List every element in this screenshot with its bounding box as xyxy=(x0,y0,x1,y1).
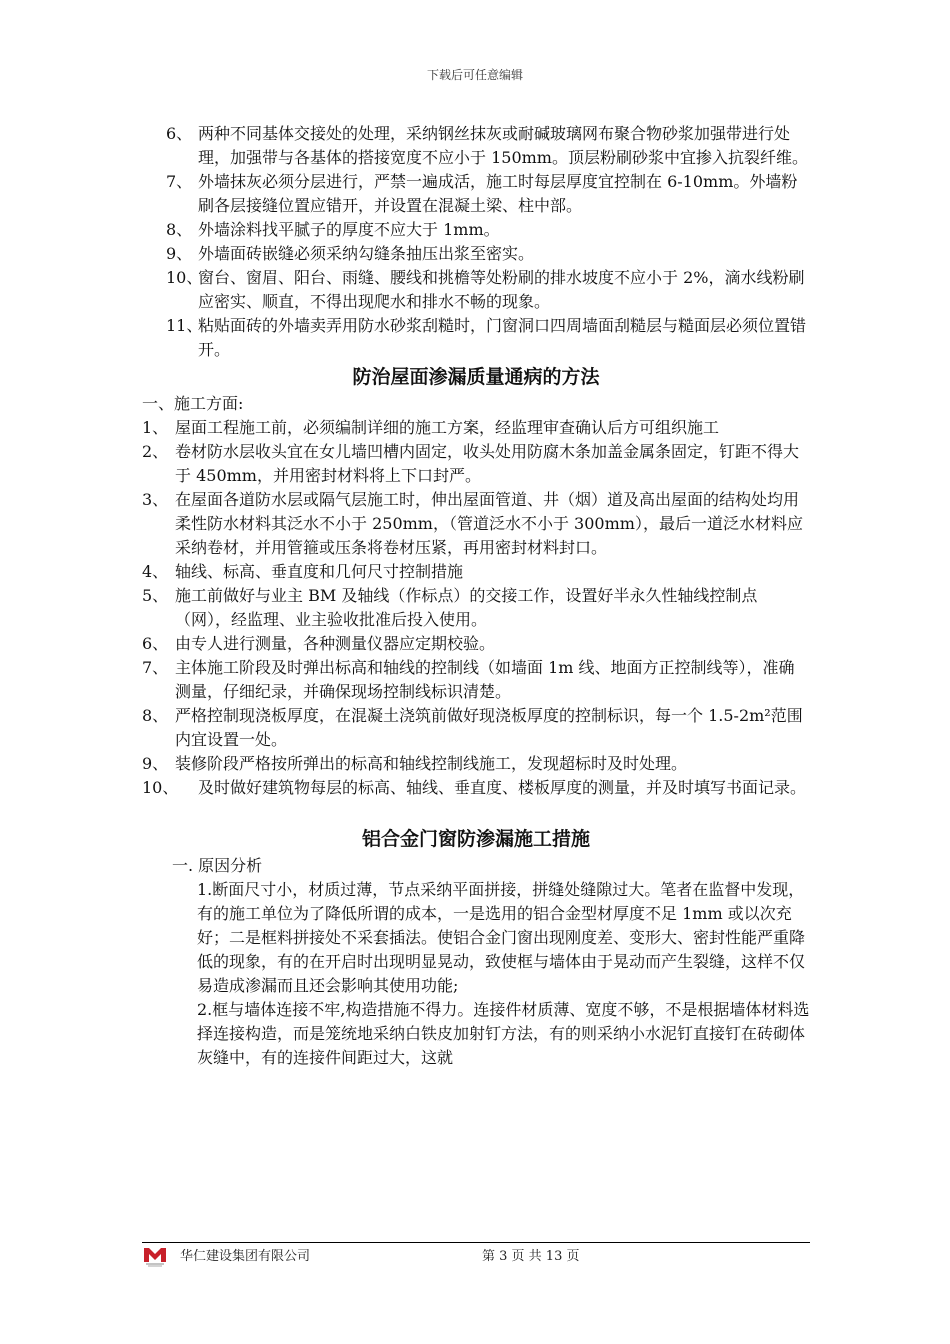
list-text: 粘贴面砖的外墙卖弄用防水砂浆刮糙时，门窗洞口四周墙面刮糙层与糙面层必须位置错开。 xyxy=(198,316,807,359)
page-footer xyxy=(142,1246,810,1268)
section-title-window: 铝合金门窗防渗漏施工措施 xyxy=(361,828,590,850)
list-item xyxy=(142,242,810,266)
list-number: 10、 xyxy=(166,268,203,287)
list-item xyxy=(142,656,810,704)
list-text: 屋面工程施工前，必须编制详细的施工方案，经监理审查确认后方可组织施工 xyxy=(175,418,720,437)
list-item xyxy=(142,440,810,488)
page-number: 第 3 页 共 13 页 xyxy=(482,1249,580,1264)
body-paragraph: 2.框与墙体连接不牢,构造措施不得力。连接件材质薄、宽度不够，不是根据墙体材料选择连接构造，而是笼统地采纳白铁皮加射钉方法，有的则采纳小水泥钉直接钉在砖砌体灰缝中，有的连接件间距过大，这就 xyxy=(197,1000,810,1067)
list-item xyxy=(142,488,810,560)
section-subhead: 一. 原因分析 xyxy=(172,856,263,875)
list-number: 10、 xyxy=(142,778,179,797)
list-number: 5、 xyxy=(142,586,169,605)
list-text: 装修阶段严格按所弹出的标高和轴线控制线施工，发现超标时及时处理。 xyxy=(175,754,688,773)
list-text: 及时做好建筑物每层的标高、轴线、垂直度、楼板厚度的测量，并及时填写书面记录。 xyxy=(198,778,807,797)
list-item xyxy=(142,752,810,776)
list-number: 9、 xyxy=(166,244,193,263)
list-text: 外墙面砖嵌缝必须采纳勾缝条抽压出浆至密实。 xyxy=(198,244,535,263)
list-number: 6、 xyxy=(166,124,193,143)
list-number: 7、 xyxy=(142,658,169,677)
list-text: 外墙涂料找平腻子的厚度不应大于 1mm。 xyxy=(198,220,500,239)
list-number: 6、 xyxy=(142,634,169,653)
company-name: 华仁建设集团有限公司 xyxy=(180,1249,311,1264)
list-item xyxy=(142,170,810,218)
list-number: 8、 xyxy=(166,220,193,239)
list-item xyxy=(142,266,810,314)
company-logo-icon xyxy=(142,1246,168,1268)
header-note: 下载后可任意编辑 xyxy=(426,68,523,82)
list-item xyxy=(142,218,810,242)
list-number: 9、 xyxy=(142,754,169,773)
list-item xyxy=(142,122,810,170)
list-text: 窗台、窗眉、阳台、雨缝、腰线和挑檐等处粉刷的排水坡度不应小于 2%，滴水线粉刷应密实、顺直，不得出现爬水和排水不畅的现象。 xyxy=(198,268,805,311)
list-number: 4、 xyxy=(142,562,169,581)
list-text: 主体施工阶段及时弹出标高和轴线的控制线（如墙面 1m 线、地面方正控制线等），准确测量，仔细纪录，并确保现场控制线标识清楚。 xyxy=(175,658,795,701)
list-text: 由专人进行测量，各种测量仪器应定期校验。 xyxy=(175,634,496,653)
list-text: 卷材防水层收头宜在女儿墙凹槽内固定，收头处用防腐木条加盖金属条固定，钉距不得大于 450mm，并用密封材料将上下口封严。 xyxy=(175,442,800,485)
exterior-wall-list xyxy=(142,122,810,362)
list-text: 轴线、标高、垂直度和几何尺寸控制措施 xyxy=(175,562,464,581)
list-text: 在屋面各道防水层或隔气层施工时，伸出屋面管道、井（烟）道及高出屋面的结构处均用柔性防水材料其泛水不小于 250mm，（管道泛水不小于 300mm），最后一道泛水材料应采纳卷材，并用管箍或压条将卷材压紧，再用密封材料封口。 xyxy=(175,490,803,557)
list-item xyxy=(142,560,810,584)
footer-divider xyxy=(142,1242,810,1243)
list-number: 11、 xyxy=(166,316,203,335)
list-text: 施工前做好与业主 BM 及轴线（作标点）的交接工作，设置好半永久性轴线控制点（网），经监理、业主验收批准后投入使用。 xyxy=(175,586,758,629)
list-item xyxy=(142,632,810,656)
list-number: 3、 xyxy=(142,490,169,509)
list-number: 7、 xyxy=(166,172,193,191)
list-number: 8、 xyxy=(142,706,169,725)
list-item xyxy=(142,416,810,440)
list-text: 外墙抹灰必须分层进行，严禁一遍成活，施工时每层厚度宜控制在 6-10mm。外墙粉刷各层接缝位置应错开，并设置在混凝土梁、柱中部。 xyxy=(198,172,798,215)
section-title-roof: 防治屋面渗漏质量通病的方法 xyxy=(352,366,600,388)
body-paragraph: 1.断面尺寸小，材质过薄，节点采纳平面拼接，拼缝处缝隙过大。笔者在监督中发现，有的施工单位为了降低所谓的成本，一是选用的铝合金型材厚度不足 1mm 或以次充好；二是框料拼接处不采套插法。使铝合金门窗出现刚度差、变形大、密封性能严重降低的现象，有的在开启时出现明显晃动，致使框与墙体由于晃动而产生裂缝，这样不仅易造成渗漏而且还会影响其使用功能; xyxy=(197,880,806,995)
list-text: 严格控制现浇板厚度，在混凝土浇筑前做好现浇板厚度的控制标识，每一个 1.5-2m²范围内宜设置一处。 xyxy=(175,706,803,749)
spacer xyxy=(142,800,810,824)
document-body xyxy=(142,122,810,1070)
section-subhead: 一、施工方面: xyxy=(142,394,244,413)
list-number: 2、 xyxy=(142,442,169,461)
list-item xyxy=(142,776,810,800)
roof-list xyxy=(142,416,810,800)
list-text: 两种不同基体交接处的处理，采纳钢丝抹灰或耐碱玻璃网布聚合物砂浆加强带进行处理，加强带与各基体的搭接宽度不应小于 150mm。顶层粉刷砂浆中宜掺入抗裂纤维。 xyxy=(198,124,808,167)
list-number: 1、 xyxy=(142,418,169,437)
list-item xyxy=(142,584,810,632)
list-item xyxy=(142,704,810,752)
list-item xyxy=(142,314,810,362)
